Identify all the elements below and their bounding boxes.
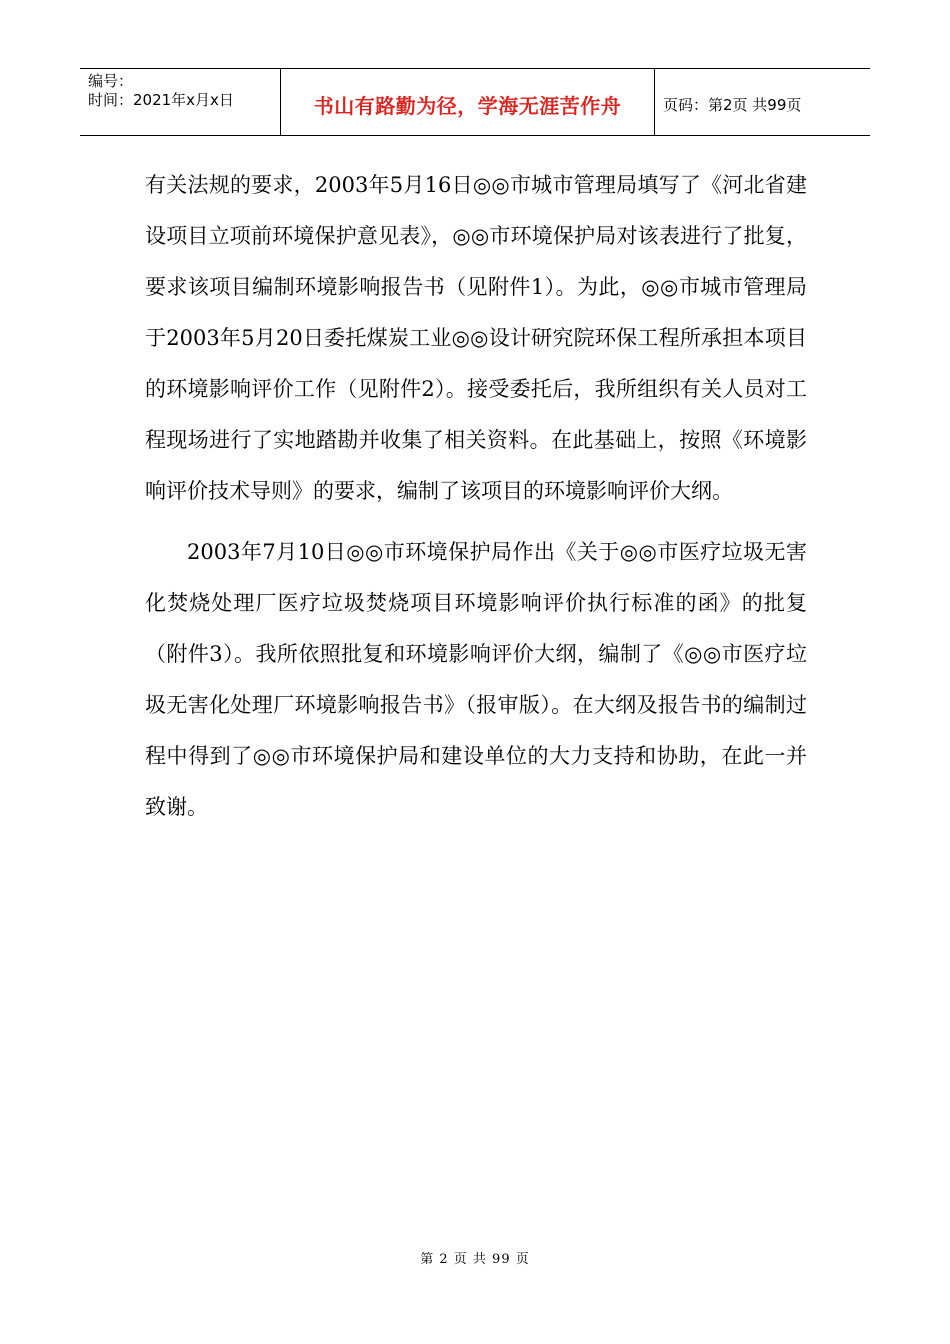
- page-header: [80, 68, 870, 136]
- document-body: [145, 160, 807, 833]
- document-code-label: 编号：: [88, 72, 134, 90]
- header-page-cell: [655, 69, 870, 135]
- body-paragraph-1: 有关法规的要求，2003年5月16日◎◎市城市管理局填写了《河北省建设项目立项前环境保护意见表》，◎◎市环境保护局对该表进行了批复，要求该项目编制环境影响报告书（见附件1）。为此，◎◎市城市管理局于2003年5月20日委托煤炭工业◎◎设计研究院环保工程所承担本项目的环境影响评价工作（见附件2）。接受委托后，我所组织有关人员对工程现场进行了实地踏勘并收集了相关资料。在此基础上，按照《环境影响评价技术导则》的要求，编制了该项目的环境影响评价大纲。: [145, 173, 807, 503]
- header-motto-cell: [281, 69, 655, 135]
- header-motto: 书山有路勤为径，学海无涯苦作舟: [313, 93, 622, 118]
- body-paragraph-2: 2003年7月10日◎◎市环境保护局作出《关于◎◎市医疗垃圾无害化焚烧处理厂医疗垃圾焚烧项目环境影响评价执行标准的函》的批复（附件3）。我所依照批复和环境影响评价大纲，编制了《◎◎市医疗垃圾无害化处理厂环境影响报告书》（报审版）。在大纲及报告书的编制过程中得到了◎◎市环境保护局和建设单位的大力支持和协助，在此一并致谢。: [145, 540, 807, 819]
- header-page-info: 页码：第2页 共99页: [663, 95, 802, 114]
- header-meta-cell: [80, 69, 281, 135]
- document-date: 时间：2021年x月x日: [88, 91, 234, 109]
- page-footer: 第 2 页 共 99 页: [420, 1252, 530, 1267]
